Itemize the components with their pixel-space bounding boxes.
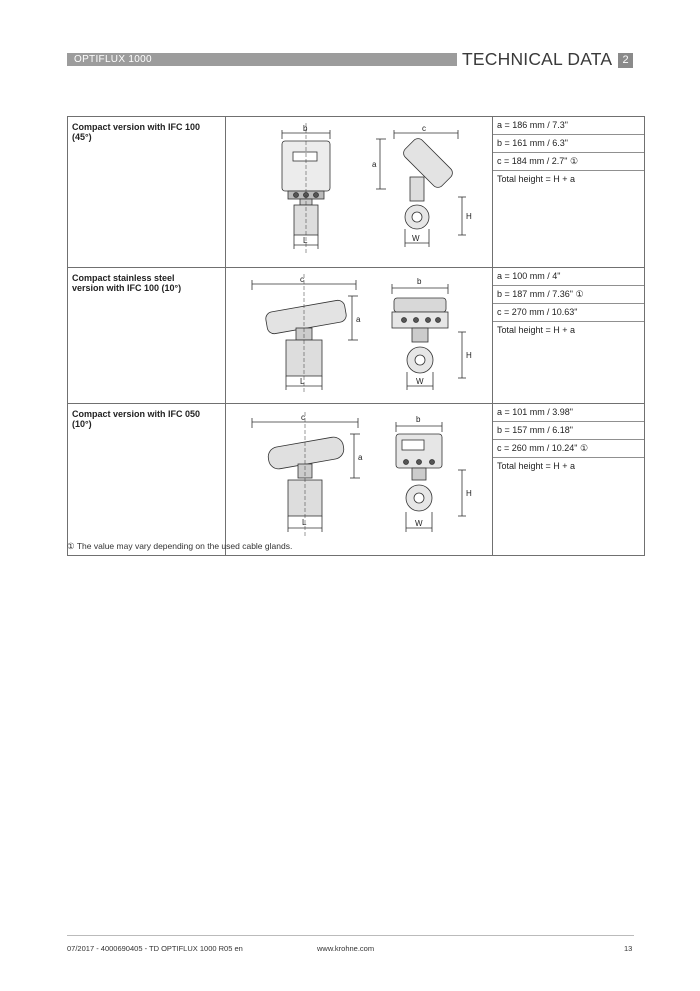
table-row — [68, 117, 645, 268]
drawing-cell — [226, 117, 493, 268]
dim-label: a — [358, 453, 363, 462]
dimension-value: a = 100 mm / 4" — [493, 268, 644, 286]
values-cell — [493, 268, 645, 404]
dimension-value: b = 187 mm / 7.36" ① — [493, 286, 644, 304]
dim-label: b — [416, 415, 421, 424]
footer-website: www.krohne.com — [317, 944, 375, 953]
chapter-number-badge: 2 — [618, 53, 633, 68]
dimension-value: b = 157 mm / 6.18" — [493, 422, 644, 440]
dimension-value: Total height = H + a — [497, 174, 576, 184]
dim-label: L — [300, 377, 305, 386]
version-label: Compact version with IFC 050 (10°) — [72, 409, 201, 429]
header-product-name: OPTIFLUX 1000 — [74, 54, 152, 65]
footer-doc-id: 07/2017 - 4000690405 - TD OPTIFLUX 1000 R05 en — [67, 944, 243, 953]
version-label-cell — [68, 117, 226, 268]
dimension-value: c = 184 mm / 2.7" ① — [493, 153, 644, 171]
dimension-value: a = 101 mm / 3.98" — [493, 404, 644, 422]
dim-label: W — [415, 519, 423, 528]
dimension-value: c = 260 mm / 10.24" ① — [493, 440, 644, 458]
dim-label: L — [302, 518, 307, 527]
dim-label: H — [466, 489, 472, 498]
dimension-value: b = 161 mm / 6.3" — [493, 135, 644, 153]
dimension-drawing-stainless-ifc100 — [226, 268, 492, 398]
dim-label: b — [303, 124, 308, 133]
page-number: 13 — [624, 944, 633, 953]
values-cell — [493, 404, 645, 556]
dim-label: H — [466, 351, 472, 360]
dimensions-table — [67, 116, 645, 556]
dim-label: c — [301, 413, 305, 422]
footnote: ① The value may vary depending on the used cable glands. — [67, 541, 293, 551]
dim-label: a — [356, 315, 361, 324]
dimension-value: Total height = H + a — [497, 461, 576, 471]
dim-label: a — [372, 160, 377, 169]
version-label-cell — [68, 268, 226, 404]
version-label-cell — [68, 404, 226, 556]
version-label: Compact stainless steel version with IFC 100 (10°) — [72, 273, 182, 293]
dimension-value: c = 270 mm / 10.63" — [493, 304, 644, 322]
dim-label: c — [300, 275, 304, 284]
dim-label: H — [466, 212, 472, 221]
values-cell — [493, 117, 645, 268]
dim-label: W — [416, 377, 424, 386]
dim-label: L — [303, 236, 308, 245]
table-row — [68, 268, 645, 404]
dimension-drawing-ifc100-45 — [226, 117, 492, 262]
dimension-value: a = 186 mm / 7.3" — [493, 117, 644, 135]
dim-label: W — [412, 234, 420, 243]
drawing-cell — [226, 404, 493, 556]
header-section-title: TECHNICAL DATA — [462, 49, 613, 69]
dimension-drawing-ifc050 — [226, 404, 492, 550]
footer-divider — [67, 935, 634, 936]
table-row — [68, 404, 645, 556]
drawing-cell — [226, 268, 493, 404]
dim-label: c — [422, 124, 426, 133]
dimension-value: Total height = H + a — [497, 325, 576, 335]
version-label: Compact version with IFC 100 (45°) — [72, 122, 201, 142]
dim-label: b — [417, 277, 422, 286]
